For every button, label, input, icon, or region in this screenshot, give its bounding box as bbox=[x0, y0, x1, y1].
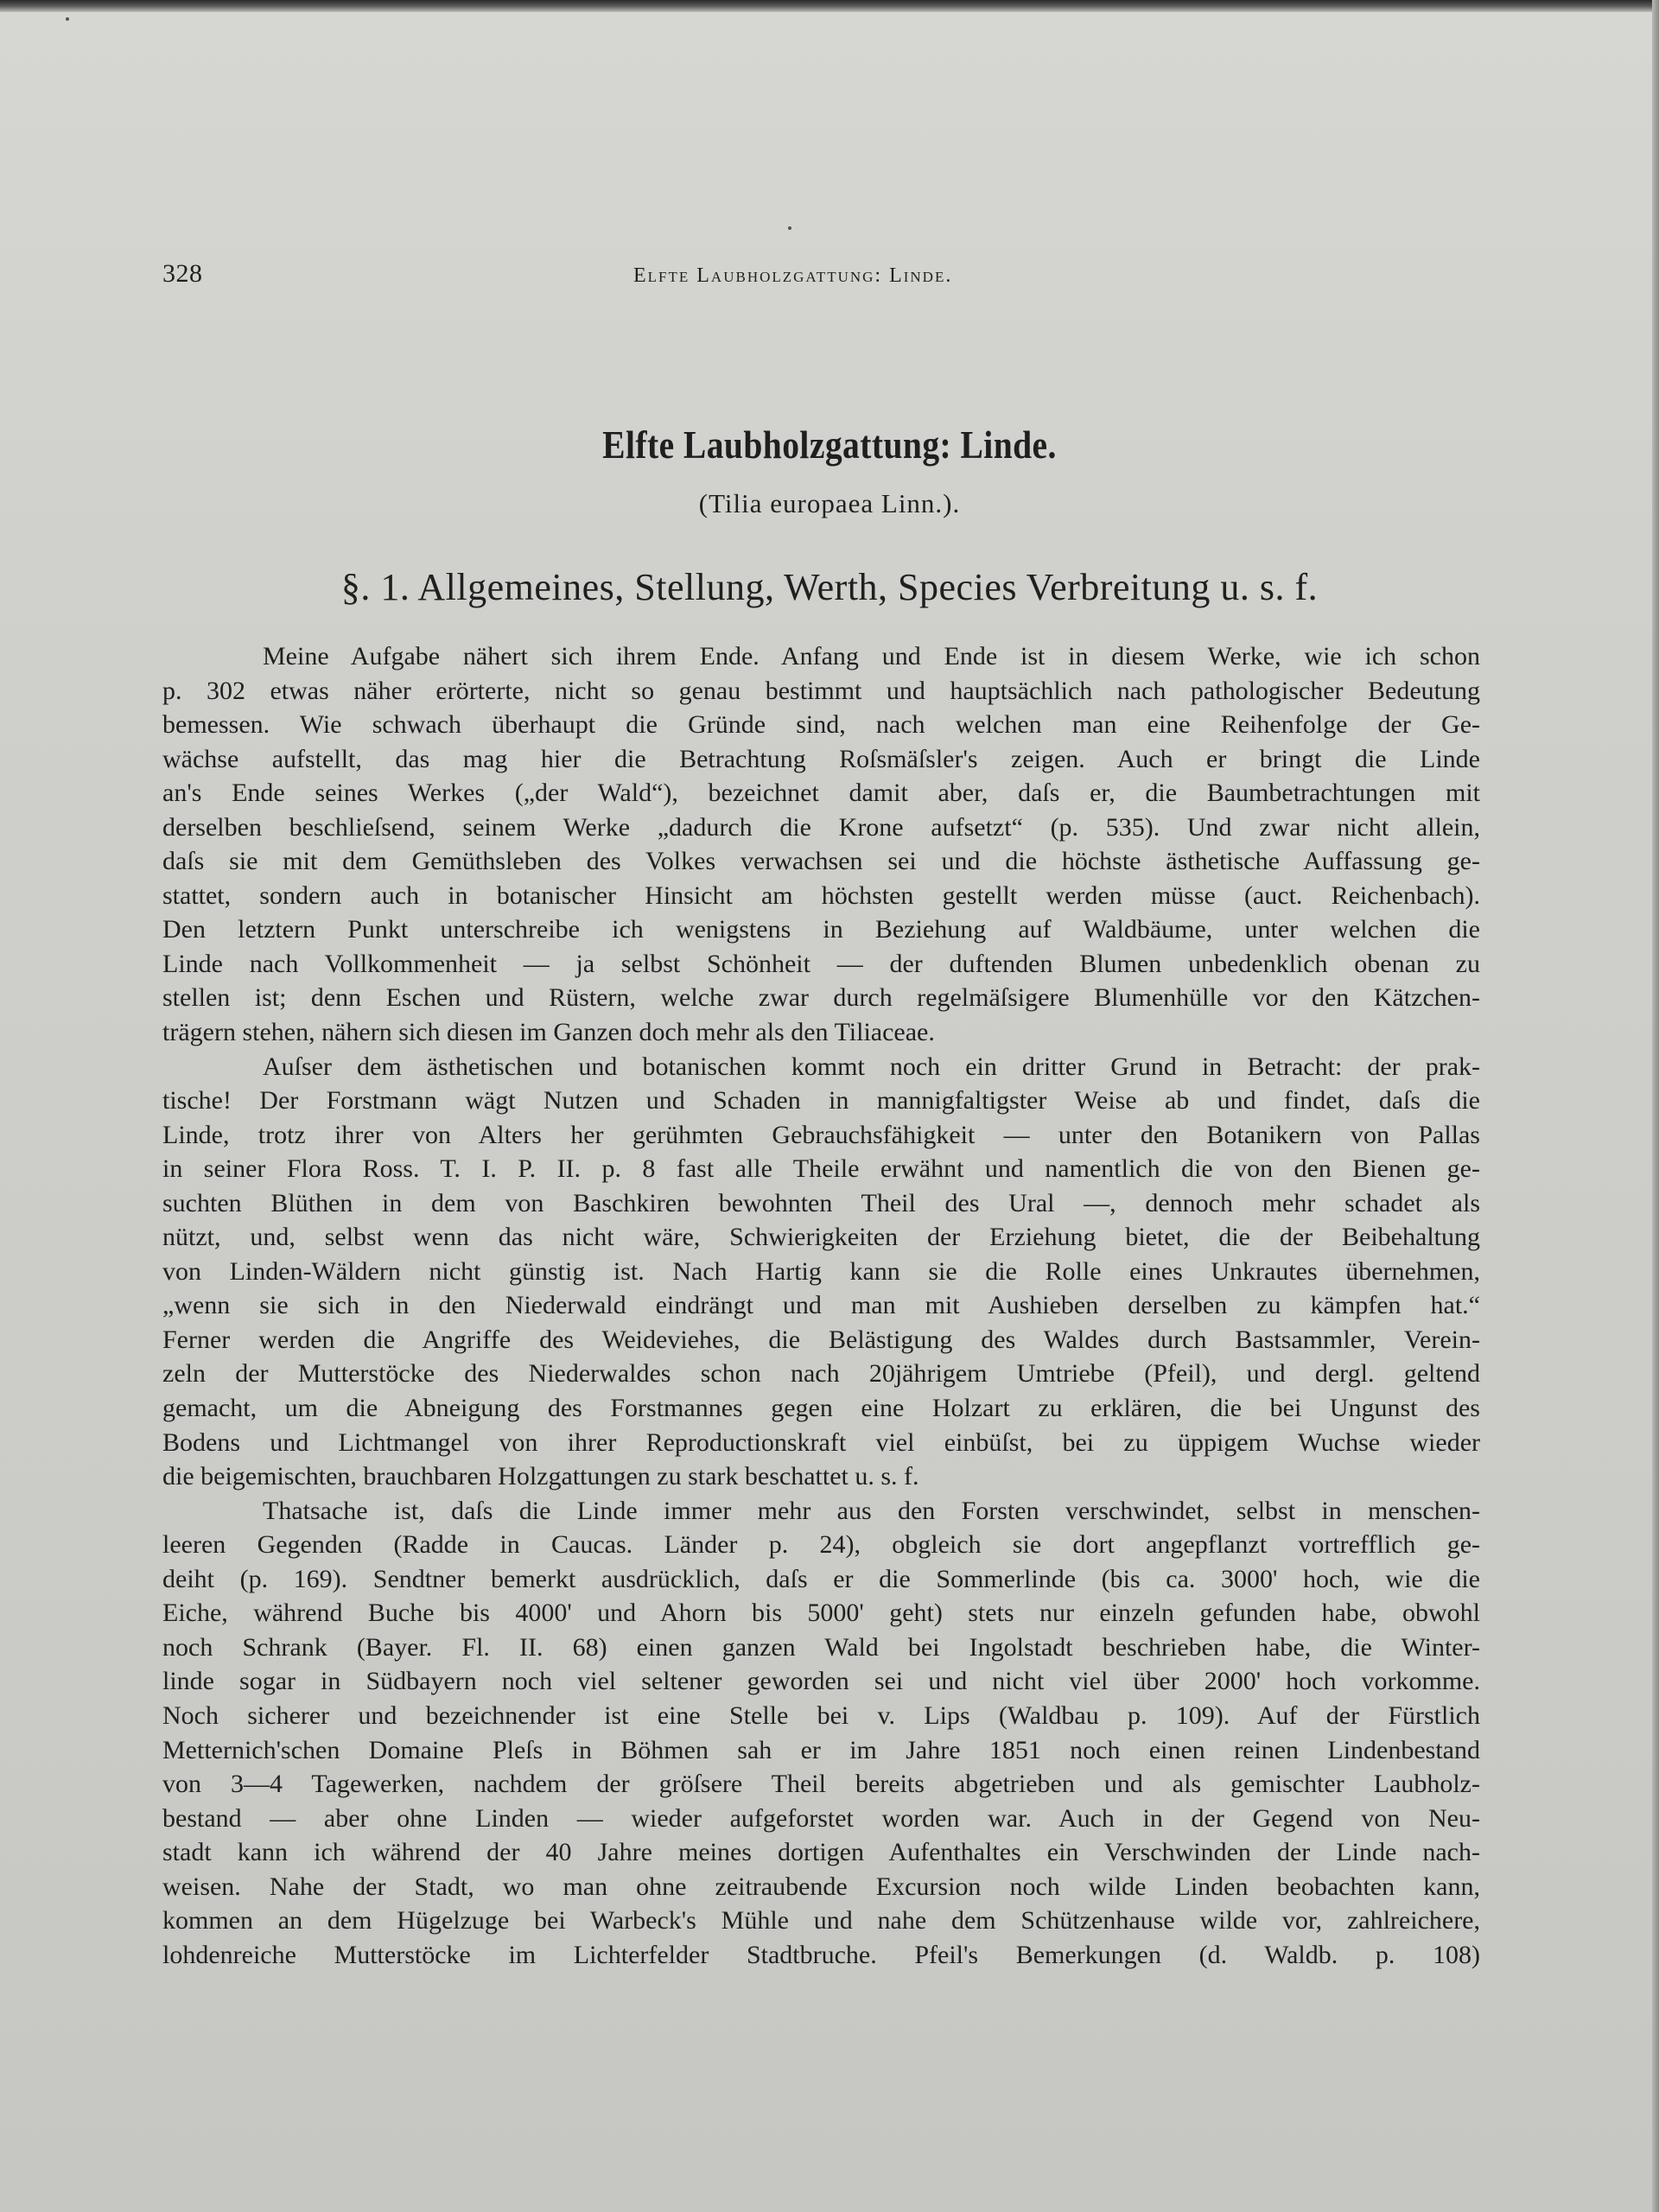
text-line: an's Ende seines Werkes („der Wald“), bezeichnet damit aber, daſs er, die Baumbetrachtungen mit bbox=[162, 779, 1480, 808]
text-line: Thatsache ist, daſs die Linde immer mehr aus den Forsten verschwindet, selbst in menschen- bbox=[263, 1496, 1480, 1525]
text-line: weisen. Nahe der Stadt, wo man ohne zeitraubende Excursion noch wilde Linden beobachten kann, bbox=[162, 1872, 1480, 1901]
text-line: gemacht, um die Abneigung des Forstmannes gegen eine Holzart zu erklären, die bei Ungunst des bbox=[162, 1394, 1480, 1423]
text-line: lohdenreiche Mutterstöcke im Lichterfelder Stadtbruche. Pfeil's Bemerkungen (d. Waldb. p. 108) bbox=[162, 1940, 1480, 1969]
text-line: tische! Der Forstmann wägt Nutzen und Schaden in mannigfaltigster Weise ab und findet, daſs die bbox=[162, 1086, 1480, 1116]
text-line: Metternich'schen Domaine Pleſs in Böhmen sah er im Jahre 1851 noch einen reinen Lindenbestand bbox=[162, 1735, 1480, 1764]
text-line: zeln der Mutterstöcke des Niederwaldes schon nach 20jährigem Umtriebe (Pfeil), und dergl. geltend bbox=[162, 1359, 1480, 1389]
text-line: Noch sicherer und bezeichnender ist eine Stelle bei v. Lips (Waldbau p. 109). Auf der Fürstlich bbox=[162, 1700, 1480, 1730]
text-line: wächse aufstellt, das mag hier die Betrachtung Roſsmäſsler's zeigen. Auch er bringt die Linde bbox=[162, 744, 1480, 773]
text-line: leeren Gegenden (Radde in Caucas. Länder p. 24), obgleich sie dort angepflanzt vortrefflich ge- bbox=[162, 1530, 1480, 1560]
text-line: stellen ist; denn Eschen und Rüstern, welche zwar durch regelmäſsigere Blumenhülle vor den Kätzchen- bbox=[162, 983, 1480, 1013]
body-text bbox=[162, 639, 1480, 1972]
text-line: Eiche, während Buche bis 4000' und Ahorn bis 5000' geht) stets nur einzeln gefunden habe, obwohl bbox=[162, 1599, 1480, 1628]
text-line: Ferner werden die Angriffe des Weideviehes, die Belästigung des Waldes durch Bastsammler, Verein- bbox=[162, 1325, 1480, 1354]
text-line: Linde nach Vollkommenheit — ja selbst Schönheit — der duftenden Blumen unbedenklich obenan zu bbox=[162, 949, 1480, 978]
text-line: von 3—4 Tagewerken, nachdem der gröſsere Theil bereits abgetrieben und als gemischter Laubholz- bbox=[162, 1770, 1480, 1799]
text-line: Meine Aufgabe nähert sich ihrem Ende. Anfang und Ende ist in diesem Werke, wie ich schon bbox=[263, 642, 1480, 671]
chapter-title: Elfte Laubholzgattung: Linde. bbox=[602, 423, 1057, 467]
scan-top-edge bbox=[0, 0, 1659, 12]
running-head bbox=[162, 259, 1493, 294]
text-line: stadt kann ich während der 40 Jahre meines dortigen Aufenthaltes ein Verschwinden der Linde nach- bbox=[162, 1838, 1480, 1867]
text-line: Auſser dem ästhetischen und botanischen kommt noch ein dritter Grund in Betracht: der prak- bbox=[263, 1052, 1480, 1081]
running-head-title: Elfte Laubholzgattung: Linde. bbox=[633, 264, 953, 287]
text-line: in seiner Flora Ross. T. I. P. II. p. 8 fast alle Theile erwähnt und namentlich die von den Bienen ge- bbox=[162, 1154, 1480, 1184]
text-line: deiht (p. 169). Sendtner bemerkt ausdrücklich, daſs er die Sommerlinde (bis ca. 3000' hoch, wie die bbox=[162, 1564, 1480, 1593]
page-number: 328 bbox=[162, 259, 203, 288]
text-line: stattet, sondern auch in botanischer Hinsicht am höchsten gestellt werden müsse (auct. Reichenbach). bbox=[162, 880, 1480, 910]
text-line: die beigemischten, brauchbaren Holzgattungen zu stark beschattet u. s. f. bbox=[162, 1462, 919, 1491]
text-line: bemessen. Wie schwach überhaupt die Gründe sind, nach welchen man eine Reihenfolge der Ge- bbox=[162, 710, 1480, 740]
text-line: von Linden-Wäldern nicht günstig ist. Nach Hartig kann sie die Rolle eines Unkrautes übernehmen, bbox=[162, 1256, 1480, 1286]
text-line: suchten Blüthen in dem von Baschkiren bewohnten Theil des Ural —, dennoch mehr schadet als bbox=[162, 1188, 1480, 1217]
text-line: Linde, trotz ihrer von Alters her gerühmten Gebrauchsfähigkeit — unter den Botanikern von Pallas bbox=[162, 1120, 1480, 1149]
text-line: daſs sie mit dem Gemüthsleben des Volkes verwachsen sei und die höchste ästhetische Auffassung ge- bbox=[162, 847, 1480, 876]
text-line: p. 302 etwas näher erörterte, nicht so genau bestimmt und hauptsächlich nach pathologischer Bedeutung bbox=[162, 676, 1480, 705]
text-line: noch Schrank (Bayer. Fl. II. 68) einen ganzen Wald bei Ingolstadt beschrieben habe, die Winter- bbox=[162, 1632, 1480, 1662]
text-line: „wenn sie sich in den Niederwald eindrängt und man mit Aushieben derselben zu kämpfen hat.“ bbox=[162, 1291, 1480, 1320]
text-line: kommen an dem Hügelzuge bei Warbeck's Mühle und nahe dem Schützenhause wilde vor, zahlreichere, bbox=[162, 1906, 1480, 1936]
scan-speck bbox=[788, 226, 791, 230]
chapter-subtitle: (Tilia europaea Linn.). bbox=[698, 488, 961, 518]
scan-speck bbox=[66, 17, 69, 21]
text-line: linde sogar in Südbayern noch viel seltener geworden sei und nicht viel über 2000' hoch vorkomme. bbox=[162, 1667, 1480, 1696]
scan-right-edge bbox=[1652, 0, 1659, 2212]
text-line: trägern stehen, nähern sich diesen im Ganzen doch mehr als den Tiliaceae. bbox=[162, 1018, 935, 1047]
section-heading: §. 1. Allgemeines, Stellung, Werth, Species Verbreitung u. s. f. bbox=[340, 566, 1319, 608]
text-line: nützt, und, selbst wenn das nicht wäre, Schwierigkeiten der Erziehung bietet, die der Beibehaltung bbox=[162, 1223, 1480, 1252]
text-line: Bodens und Lichtmangel von ihrer Reproductionskraft viel einbüſst, bei zu üppigem Wuchse wieder bbox=[162, 1427, 1480, 1457]
text-line: bestand — aber ohne Linden — wieder aufgeforstet worden war. Auch in der Gegend von Neu- bbox=[162, 1803, 1480, 1833]
text-line: derselben beschlieſsend, seinem Werke „dadurch die Krone aufsetzt“ (p. 535). Und zwar nicht allein, bbox=[162, 812, 1480, 842]
text-line: Den letztern Punkt unterschreibe ich wenigstens in Beziehung auf Waldbäume, unter welchen die bbox=[162, 915, 1480, 944]
